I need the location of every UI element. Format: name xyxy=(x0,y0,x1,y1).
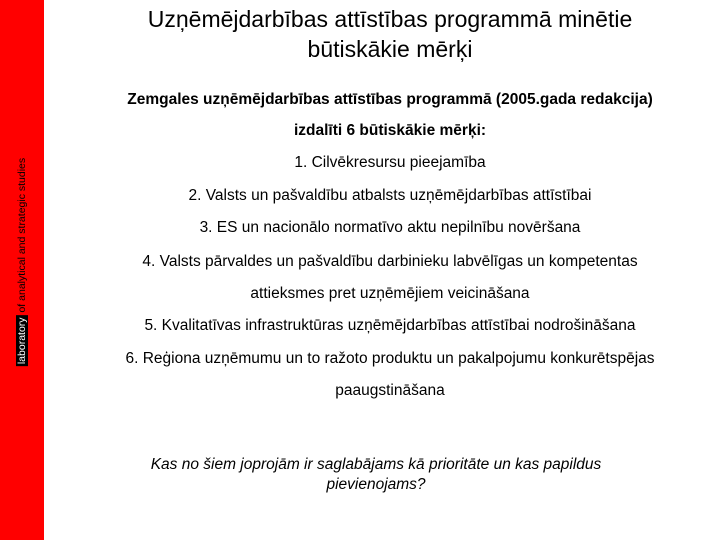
goal-item-2: 2. Valsts un pašvaldību atbalsts uzņēmējdarbības attīstībai xyxy=(188,187,592,204)
page-title-line-1: Uzņēmējdarbības attīstības programmā minētie xyxy=(147,6,633,32)
intro-line-2: izdalīti 6 būtiskākie mērķi: xyxy=(293,122,487,139)
goal-item-3: 3. ES un nacionālo normatīvo aktu nepilnību novēršana xyxy=(199,219,581,236)
goal-item-5: 5. Kvalitatīvas infrastruktūras uzņēmējdarbības attīstībai nodrošināšana xyxy=(144,317,636,334)
sidebar-label-highlight: laboratory xyxy=(16,317,28,365)
page-title-line-2: būtiskākie mērķi xyxy=(307,36,473,62)
sidebar-label-rest: of analytical and strategic studies xyxy=(16,157,28,316)
closing-question-line-1: Kas no šiem joprojām ir saglabājams kā prioritāte un kas papildus xyxy=(150,456,602,473)
closing-question-line-2: pievienojams? xyxy=(326,476,426,493)
goal-item-4: 4. Valsts pārvaldes un pašvaldību darbinieku labvēlīgas un kompetentas xyxy=(142,253,638,270)
goal-item-4-continued: attieksmes pret uzņēmējiem veicināšana xyxy=(250,285,530,302)
goal-item-6: 6. Reģiona uzņēmumu un to ražoto produktu un pakalpojumu konkurētspējas xyxy=(125,350,655,367)
goal-item-1: 1. Cilvēkresursu pieejamība xyxy=(294,154,486,171)
intro-line-1: Zemgales uzņēmējdarbības attīstības programmā (2005.gada redakcija) xyxy=(127,91,653,108)
closing-question xyxy=(60,455,692,495)
red-sidebar xyxy=(0,0,44,540)
page-title xyxy=(60,4,720,64)
sidebar-logo-text xyxy=(16,158,28,366)
goal-item-6-continued: paaugstināšana xyxy=(335,382,445,399)
